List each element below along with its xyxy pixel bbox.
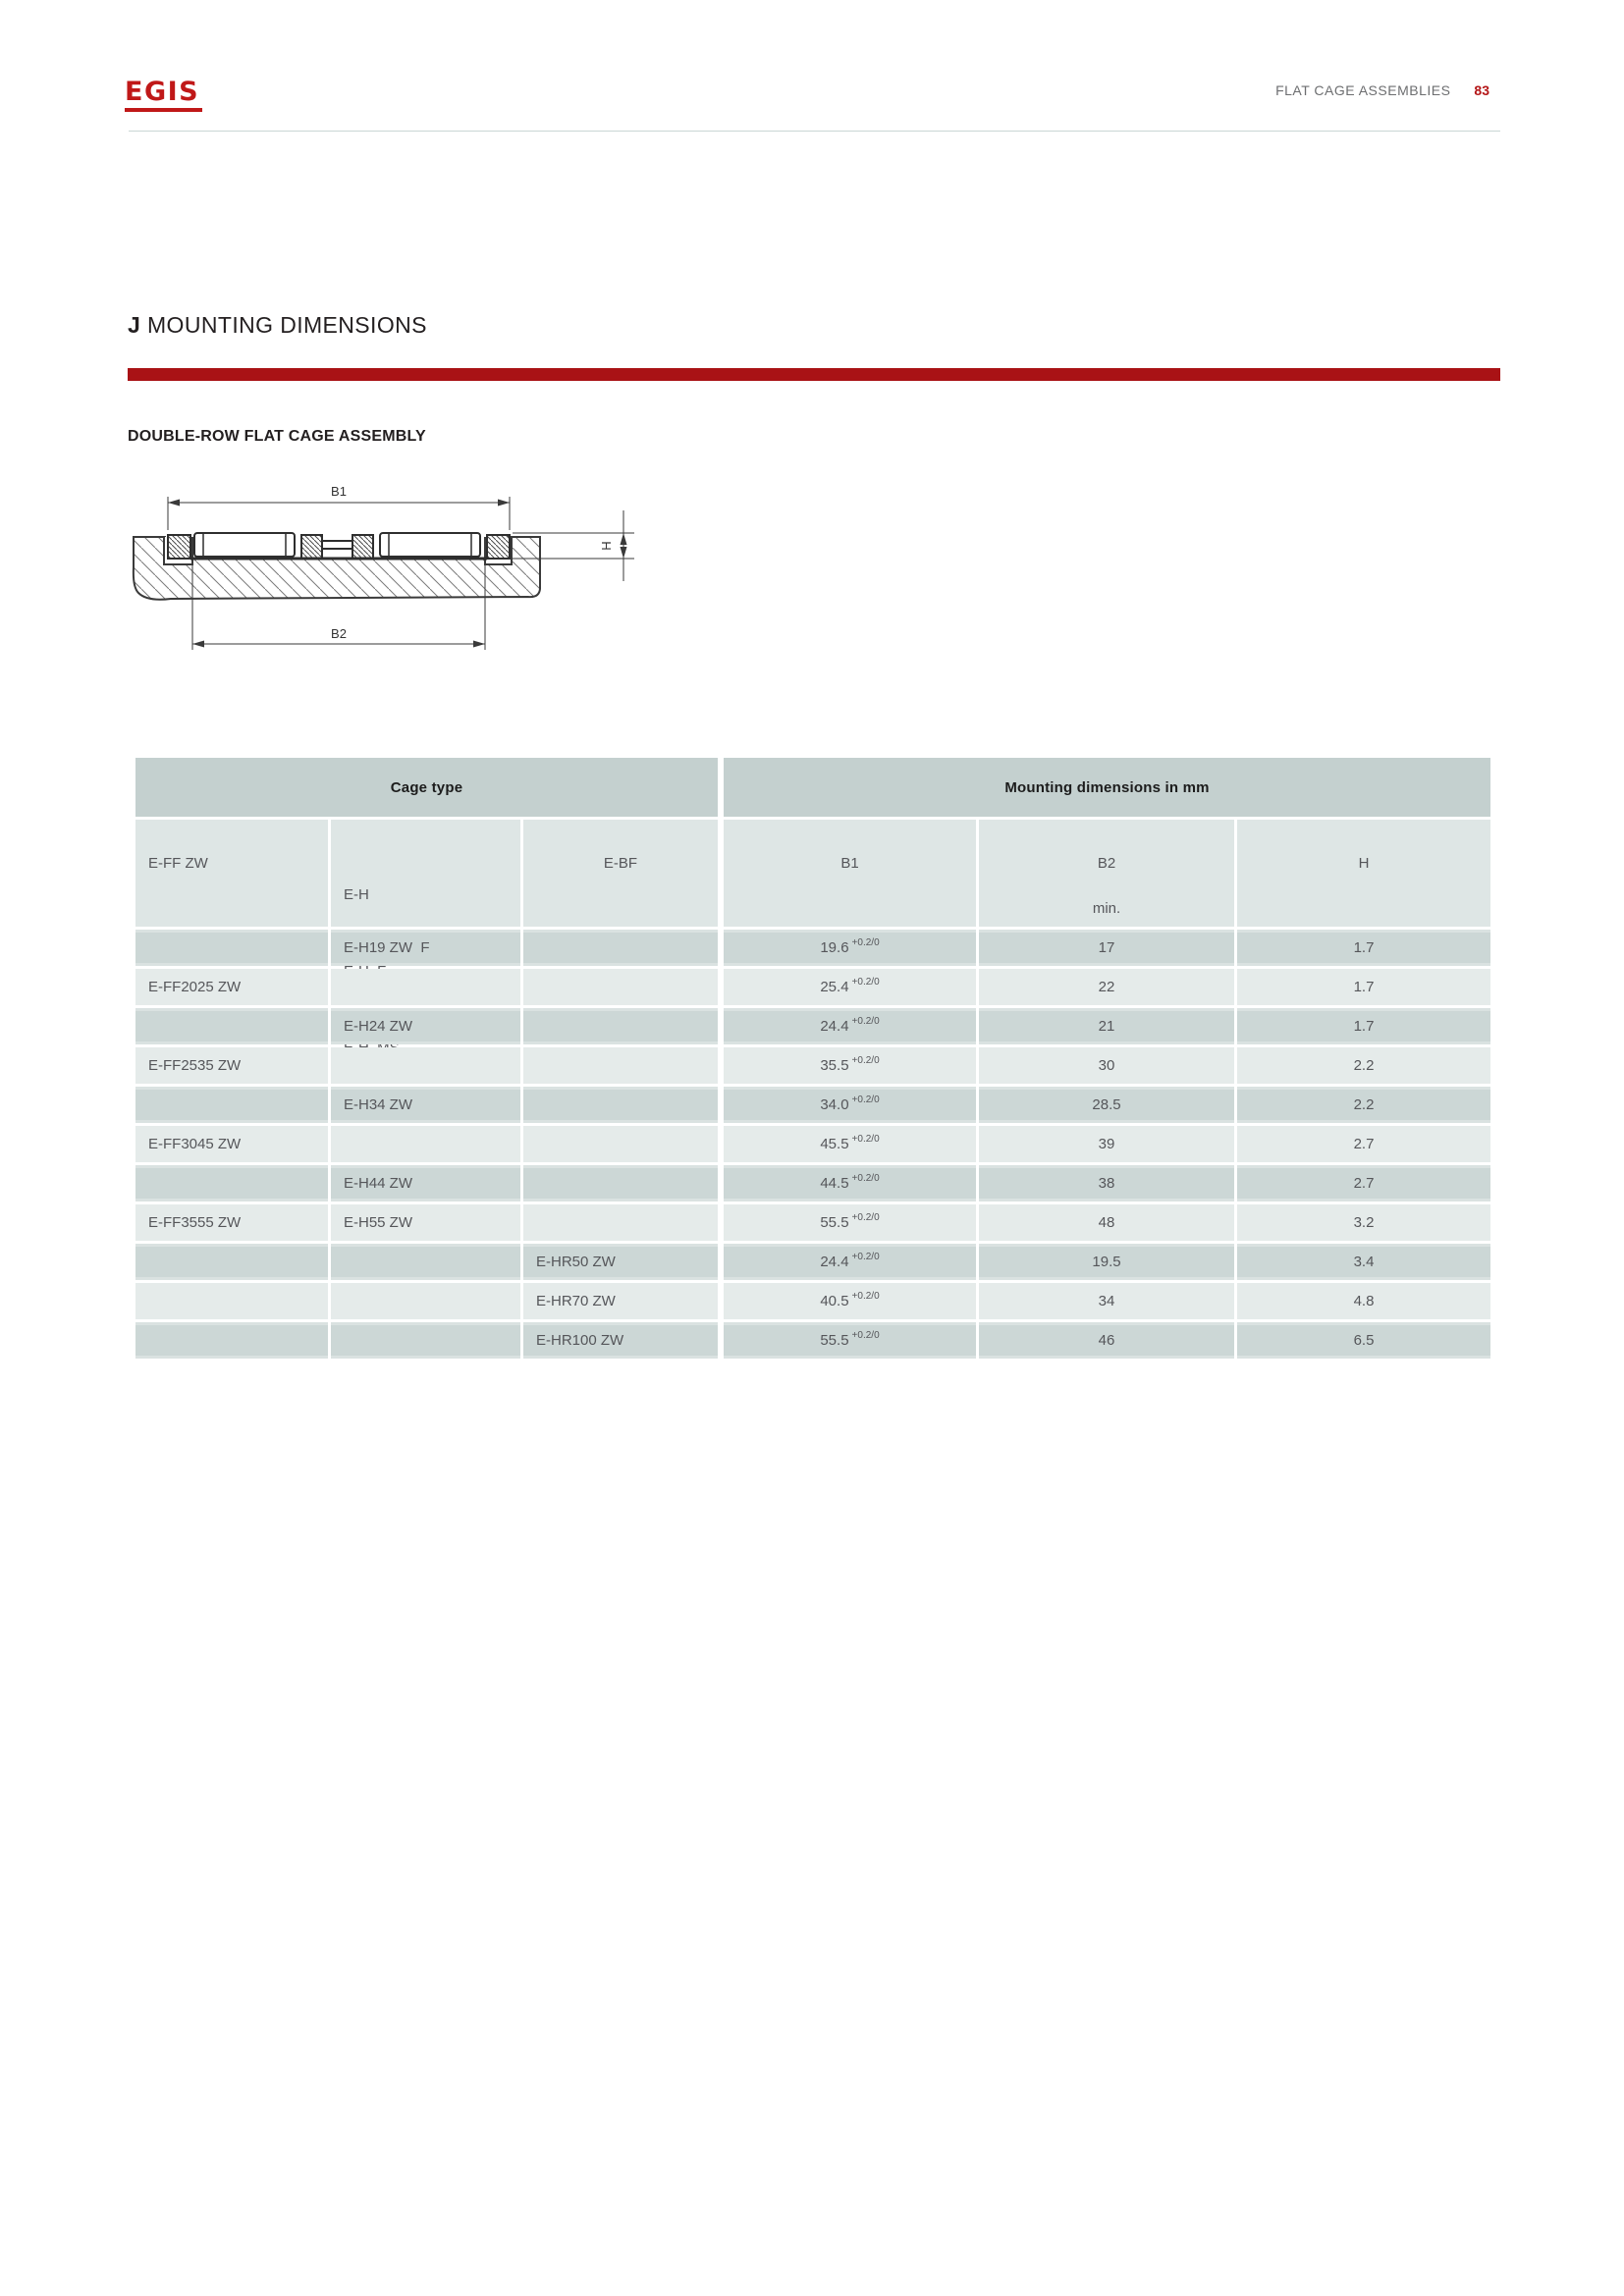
header-title: FLAT CAGE ASSEMBLIES <box>1275 82 1451 98</box>
cell-bf <box>523 1126 718 1162</box>
cell-h: 2.7 <box>1237 1165 1490 1201</box>
b1-tolerance: +0.2/0 <box>851 1016 880 1027</box>
table-group-header-row <box>135 758 1490 817</box>
cell-bf: E-HR50 ZW <box>523 1244 718 1280</box>
cell-b1: 19.6 $^{+0.2/0}$ <box>724 930 976 966</box>
cell-ff <box>135 1008 328 1044</box>
cell-bf <box>523 969 718 1005</box>
cell-ff <box>135 1322 328 1359</box>
col-header-b2-min-note: min. <box>1092 900 1121 917</box>
cell-ff <box>135 930 328 966</box>
cell-b1: 45.5 $^{+0.2/0}$ <box>724 1126 976 1162</box>
cell-b1: 24.4 $^{+0.2/0}$ <box>724 1244 976 1280</box>
cell-ff: E-FF2535 ZW <box>135 1047 328 1084</box>
page-number: 83 <box>1474 82 1489 98</box>
table-row <box>135 1047 1490 1084</box>
b1-tolerance: +0.2/0 <box>851 1095 880 1105</box>
cell-ff <box>135 1244 328 1280</box>
table-row <box>135 930 1490 966</box>
dim-label-b2: B2 <box>331 626 347 641</box>
cell-h: 3.4 <box>1237 1244 1490 1280</box>
table-row <box>135 1204 1490 1241</box>
col-header-b1: B1 <box>724 820 976 927</box>
cell-h: 2.7 <box>1237 1126 1490 1162</box>
cell-b2: 46 <box>979 1322 1234 1359</box>
section-title-text: MOUNTING DIMENSIONS <box>147 312 427 338</box>
cell-bf <box>523 1087 718 1123</box>
table-row <box>135 1165 1490 1201</box>
col-header-b2 <box>979 820 1234 927</box>
cell-eh <box>331 1244 520 1280</box>
centre-insert-right <box>352 535 373 559</box>
b1-tolerance: +0.2/0 <box>851 1252 880 1262</box>
cell-h: 2.2 <box>1237 1047 1490 1084</box>
cell-eh: E-H55 ZW <box>331 1204 520 1241</box>
b1-tolerance: +0.2/0 <box>851 937 880 948</box>
section-title <box>128 312 427 339</box>
right-end-insert <box>487 535 510 559</box>
b1-tolerance: +0.2/0 <box>851 1173 880 1184</box>
col-header-h: H <box>1237 820 1490 927</box>
cell-b2: 28.5 <box>979 1087 1234 1123</box>
left-end-insert <box>168 535 190 559</box>
cell-eh <box>331 1047 520 1084</box>
section-accent-bar <box>128 368 1500 381</box>
centre-insert-left <box>301 535 322 559</box>
cell-b1: 40.5 $^{+0.2/0}$ <box>724 1283 976 1319</box>
cell-b2: 22 <box>979 969 1234 1005</box>
b1-tolerance: +0.2/0 <box>851 1330 880 1341</box>
cell-b2: 39 <box>979 1126 1234 1162</box>
table-column-header-row <box>135 820 1490 927</box>
cell-ff: E-FF3555 ZW <box>135 1204 328 1241</box>
cell-h: 1.7 <box>1237 969 1490 1005</box>
dim-label-b1: B1 <box>331 484 347 499</box>
cell-b1: 44.5 $^{+0.2/0}$ <box>724 1165 976 1201</box>
mounting-dimensions-table <box>135 758 1490 1359</box>
cell-eh <box>331 1283 520 1319</box>
cell-bf <box>523 1204 718 1241</box>
cell-bf <box>523 930 718 966</box>
col-header-eff: E-FF ZW <box>135 820 328 927</box>
cell-h: 6.5 <box>1237 1322 1490 1359</box>
cell-b2: 34 <box>979 1283 1234 1319</box>
cell-b1: 55.5 $^{+0.2/0}$ <box>724 1204 976 1241</box>
cell-ff <box>135 1283 328 1319</box>
group-header-mounting: Mounting dimensions in mm <box>724 758 1490 817</box>
cell-b2: 30 <box>979 1047 1234 1084</box>
cell-b2: 38 <box>979 1165 1234 1201</box>
cell-ff <box>135 1087 328 1123</box>
group-header-cage-type: Cage type <box>135 758 718 817</box>
table-row <box>135 969 1490 1005</box>
cell-bf: E-HR100 ZW <box>523 1322 718 1359</box>
cell-b1: 35.5 $^{+0.2/0}$ <box>724 1047 976 1084</box>
table-row <box>135 1126 1490 1162</box>
cell-bf <box>523 1047 718 1084</box>
col-header-eh <box>331 820 520 927</box>
section-index-letter: J <box>128 312 141 338</box>
cell-h: 3.2 <box>1237 1204 1490 1241</box>
header-divider-rule <box>129 131 1500 132</box>
cell-b2: 48 <box>979 1204 1234 1241</box>
left-cage-section <box>194 533 295 557</box>
cell-b1: 25.4 $^{+0.2/0}$ <box>724 969 976 1005</box>
assembly-drawing <box>128 452 677 663</box>
cell-b2: 21 <box>979 1008 1234 1044</box>
cell-b2: 17 <box>979 930 1234 966</box>
b1-tolerance: +0.2/0 <box>851 1134 880 1145</box>
table-row <box>135 1008 1490 1044</box>
col-header-eh-line1: E-H <box>344 886 369 903</box>
cell-bf <box>523 1008 718 1044</box>
cell-h: 2.2 <box>1237 1087 1490 1123</box>
table-row <box>135 1244 1490 1280</box>
cell-eh <box>331 1126 520 1162</box>
cell-h: 1.7 <box>1237 930 1490 966</box>
dim-label-h: H <box>599 541 614 551</box>
table-row <box>135 1322 1490 1359</box>
b1-tolerance: +0.2/0 <box>851 1055 880 1066</box>
cell-eh <box>331 969 520 1005</box>
right-cage-section <box>380 533 480 557</box>
cell-b1: 34.0 $^{+0.2/0}$ <box>724 1087 976 1123</box>
cell-ff <box>135 1165 328 1201</box>
col-header-b2-label: B2 <box>1097 855 1116 872</box>
b1-tolerance: +0.2/0 <box>851 1212 880 1223</box>
col-header-ebf: E-BF <box>523 820 718 927</box>
b1-tolerance: +0.2/0 <box>851 977 880 988</box>
cell-b1: 24.4 $^{+0.2/0}$ <box>724 1008 976 1044</box>
cell-bf <box>523 1165 718 1201</box>
page-header <box>1275 82 1489 98</box>
document-subtitle: DOUBLE-ROW FLAT CAGE ASSEMBLY <box>128 428 426 445</box>
cell-bf: E-HR70 ZW <box>523 1283 718 1319</box>
cell-h: 1.7 <box>1237 1008 1490 1044</box>
cell-eh: E-H34 ZW <box>331 1087 520 1123</box>
cell-ff: E-FF3045 ZW <box>135 1126 328 1162</box>
cell-b2: 19.5 <box>979 1244 1234 1280</box>
cell-eh: E-H44 ZW <box>331 1165 520 1201</box>
egis-logo: EGIS <box>125 79 202 112</box>
cell-eh: E-H19 ZW F <box>331 930 520 966</box>
table-row <box>135 1283 1490 1319</box>
cell-b1: 55.5 $^{+0.2/0}$ <box>724 1322 976 1359</box>
table-row <box>135 1087 1490 1123</box>
cell-eh: E-H24 ZW <box>331 1008 520 1044</box>
b1-tolerance: +0.2/0 <box>851 1291 880 1302</box>
cell-eh <box>331 1322 520 1359</box>
cell-ff: E-FF2025 ZW <box>135 969 328 1005</box>
cell-h: 4.8 <box>1237 1283 1490 1319</box>
